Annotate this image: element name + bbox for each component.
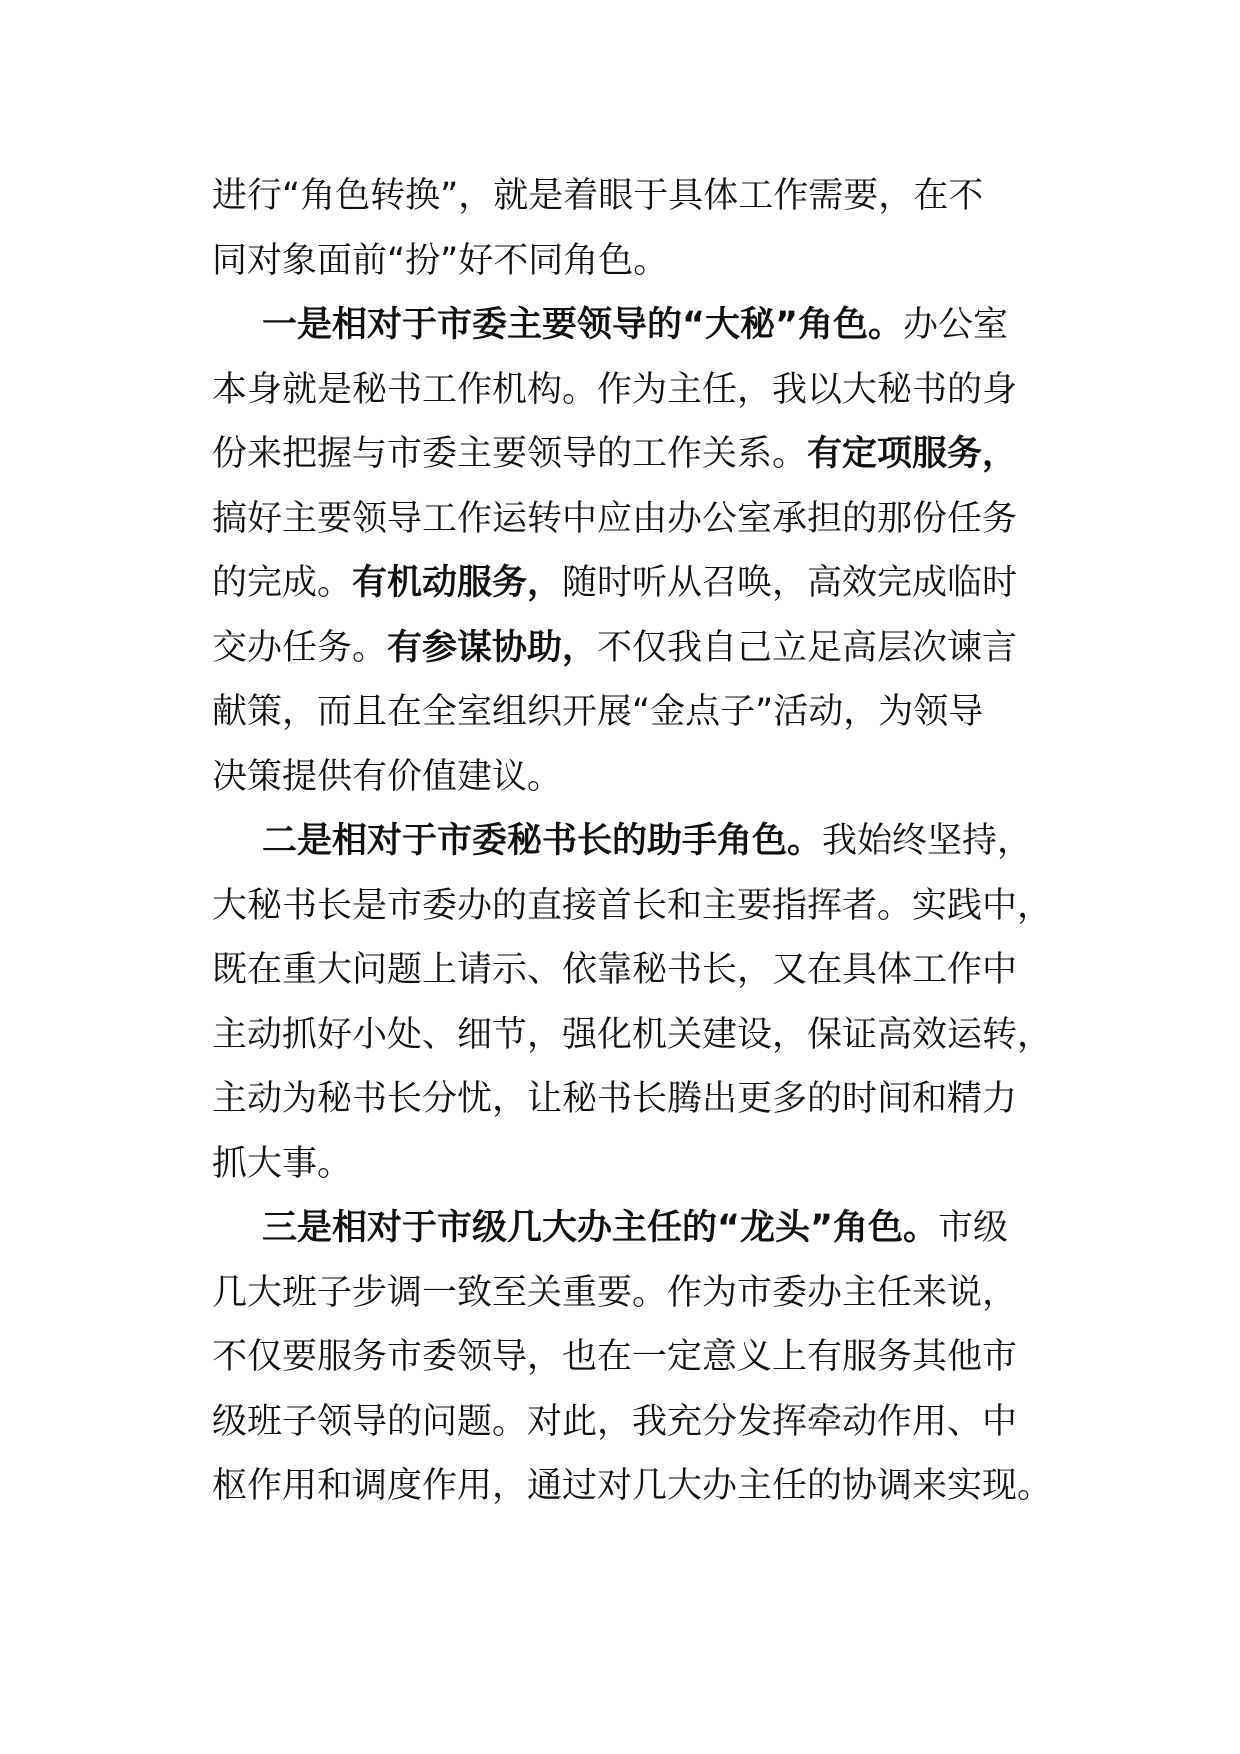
- text-line: [212, 1325, 1072, 1390]
- text-run: 级班子领导的问题。对此，我充分发挥牵动作用、中: [212, 1401, 1018, 1442]
- text-run: 交办任务。: [212, 627, 388, 668]
- text-run: 搞好主要领导工作运转中应由办公室承担的那份任务: [212, 498, 1018, 539]
- text-run: 抓大事。: [212, 1143, 353, 1184]
- text-run: 既在重大问题上请示、依靠秘书长，又在具体工作中: [212, 950, 1018, 990]
- text-line: [212, 164, 1072, 229]
- text-line: [212, 809, 1072, 874]
- text-run: 同对象面前“扮”好不同角色。: [212, 240, 669, 281]
- text-run: 主动抓好小处、细节，强化机关建设，保证高效运转，: [212, 1014, 1053, 1055]
- text-line: [212, 1132, 1072, 1197]
- paragraph-role-three: [212, 1196, 1072, 1519]
- text-run: 进行“角色转换”，就是着眼于具体工作需要，在不: [212, 176, 984, 216]
- document-page: [212, 164, 1072, 1519]
- text-line: [212, 487, 1072, 552]
- text-line: [212, 1390, 1072, 1455]
- bold-run: 有定项服务，: [807, 434, 1018, 474]
- text-run: 本身就是秘书工作机构。作为主任，我以大秘书的身: [212, 369, 1018, 410]
- text-run: 献策，而且在全室组织开展“金点子”活动，为领导: [212, 692, 984, 732]
- text-run: 办公室: [903, 305, 1009, 345]
- text-line: [212, 1067, 1072, 1132]
- text-line: [212, 293, 1072, 358]
- text-run: 随时听从召唤，高效完成临时: [562, 563, 1018, 603]
- text-line: [212, 358, 1072, 423]
- text-run: 我始终坚持，: [822, 821, 1033, 861]
- bold-heading-run: 二是相对于市委秘书长的助手角色。: [262, 821, 823, 861]
- text-line: [212, 551, 1072, 616]
- bold-run: 有参谋协助，: [387, 627, 598, 668]
- text-line: [212, 1003, 1072, 1068]
- paragraph-intro-continuation: [212, 164, 1072, 293]
- paragraph-role-two: [212, 809, 1072, 1196]
- bold-run: 有机动服务，: [352, 563, 563, 603]
- text-line: [212, 1196, 1072, 1261]
- text-line: [212, 938, 1072, 1003]
- paragraph-role-one: [212, 293, 1072, 809]
- text-line: [212, 745, 1072, 810]
- text-run: 决策提供有价值建议。: [212, 756, 563, 797]
- text-run: 不仅我自己立足高层次谏言: [597, 627, 1018, 668]
- text-run: 枢作用和调度作用，通过对几大办主任的协调来实现。: [212, 1466, 1053, 1506]
- text-run: 不仅要服务市委领导，也在一定意义上有服务其他市: [212, 1337, 1018, 1377]
- text-run: 的完成。: [212, 563, 353, 603]
- text-run: 几大班子步调一致至关重要。作为市委办主任来说，: [212, 1272, 1018, 1313]
- text-line: [212, 1261, 1072, 1326]
- bold-heading-run: 三是相对于市级几大办主任的“龙头”角色。: [262, 1208, 939, 1248]
- text-line: [212, 229, 1072, 294]
- text-line: [212, 680, 1072, 745]
- text-run: 市级: [938, 1208, 1009, 1248]
- text-line: [212, 1454, 1072, 1519]
- bold-heading-run: 一是相对于市委主要领导的“大秘”角色。: [262, 305, 904, 345]
- text-run: 大秘书长是市委办的直接首长和主要指挥者。实践中，: [212, 885, 1053, 926]
- text-run: 主动为秘书长分忧，让秘书长腾出更多的时间和精力: [212, 1079, 1018, 1119]
- text-line: [212, 616, 1072, 681]
- text-run: 份来把握与市委主要领导的工作关系。: [212, 434, 808, 474]
- text-line: [212, 874, 1072, 939]
- text-line: [212, 422, 1072, 487]
